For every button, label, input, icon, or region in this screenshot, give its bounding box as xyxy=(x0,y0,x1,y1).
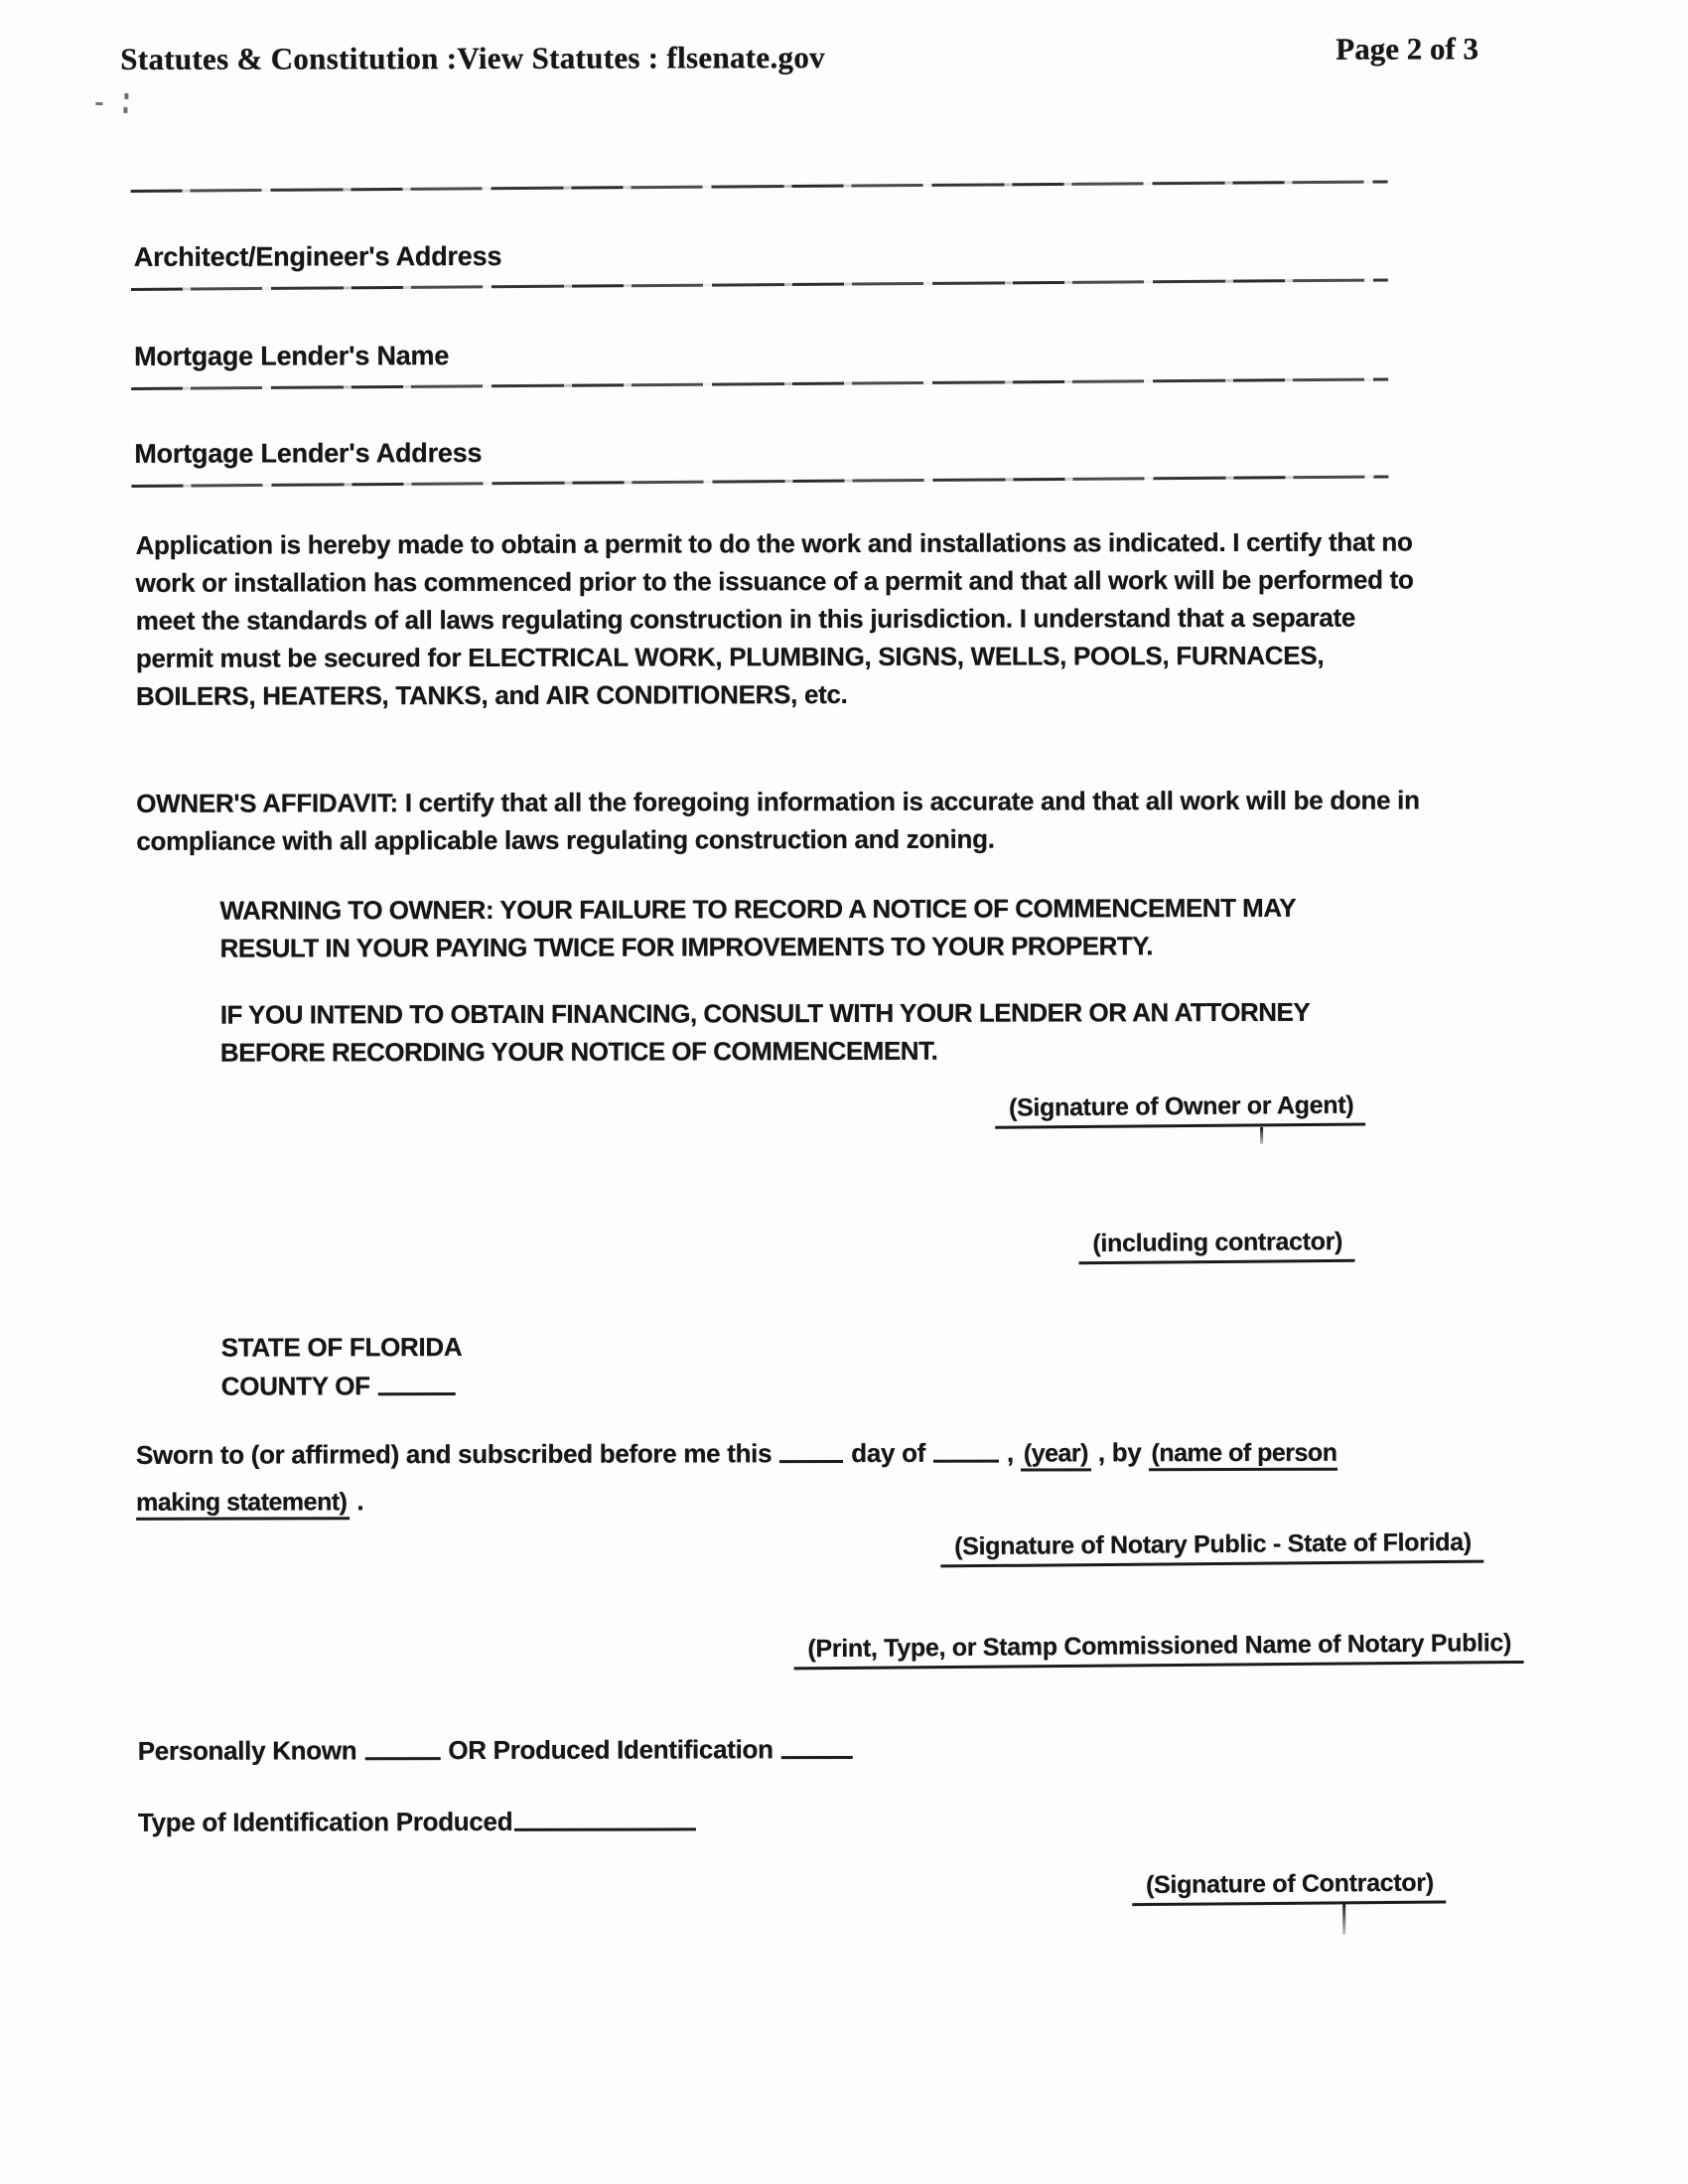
sworn-month-blank xyxy=(933,1438,999,1463)
sworn-period: . xyxy=(356,1486,364,1517)
sworn-comma: , xyxy=(1006,1437,1014,1468)
field-line-mortgage-lender-address xyxy=(131,475,1388,488)
produced-identification-blank xyxy=(781,1734,853,1759)
sworn-comma2: , xyxy=(1097,1437,1105,1468)
signature-caption-notary-public: (Signature of Notary Public - State of Florida) xyxy=(940,1529,1483,1568)
field-label-architect-engineer-address: Architect/Engineer's Address xyxy=(133,240,502,272)
scan-artifact xyxy=(123,107,127,113)
name-of-person-label: (name of person making statement) xyxy=(136,1439,1336,1521)
financing-notice-paragraph: IF YOU INTEND TO OBTAIN FINANCING, CONSULT WITH YOUR LENDER OR AN ATTORNEY BEFORE RECORDING YOUR NOTICE OF COMMENCEMENT. xyxy=(219,996,1310,1068)
type-of-identification-blank xyxy=(514,1806,696,1830)
sworn-statement xyxy=(136,1428,1427,1525)
sworn-day-blank xyxy=(779,1438,843,1463)
personally-known-label: Personally Known xyxy=(137,1735,357,1766)
county-blank xyxy=(378,1371,456,1395)
personally-known-line xyxy=(138,1729,1131,1770)
signature-caption-including-contractor: (including contractor) xyxy=(1078,1228,1354,1264)
scan-artifact xyxy=(124,93,128,99)
personally-known-blank xyxy=(364,1735,440,1760)
field-label-mortgage-lender-address: Mortgage Lender's Address xyxy=(134,437,483,469)
field-line-mortgage-lender-name xyxy=(131,377,1388,390)
sworn-day-of-text: day of xyxy=(851,1437,926,1468)
field-line-architect-engineer-address xyxy=(131,278,1388,291)
sworn-by-text: by xyxy=(1111,1437,1142,1468)
signature-caption-contractor: (Signature of Contractor) xyxy=(1132,1868,1446,1906)
header-title: Statutes & Constitution :View Statutes : flsenate.gov xyxy=(120,40,825,76)
signature-caption-owner-or-agent: (Signature of Owner or Agent) xyxy=(995,1091,1366,1128)
year-label: (year) xyxy=(1021,1439,1091,1471)
field-label-mortgage-lender-name: Mortgage Lender's Name xyxy=(134,341,450,371)
separator-line xyxy=(131,180,1388,193)
county-of-label: COUNTY OF xyxy=(220,1371,370,1401)
owners-affidavit-paragraph: OWNER'S AFFIDAVIT: I certify that all the foregoing information is accurate and that all work will be done in compliance with all applicable laws regulating construction and zoning. xyxy=(136,785,1420,856)
warning-to-owner-paragraph: WARNING TO OWNER: YOUR FAILURE TO RECORD A NOTICE OF COMMENCEMENT MAY RESULT IN YOUR PAYING TWICE FOR IMPROVEMENTS TO YOUR PROPERTY. xyxy=(219,892,1296,963)
type-of-identification-line xyxy=(138,1801,1131,1841)
notary-printed-name-caption: (Print, Type, or Stamp Commissioned Name of Notary Public) xyxy=(793,1629,1523,1670)
state-of-florida-line: STATE OF FLORIDA xyxy=(220,1332,463,1363)
scan-artifact-tick xyxy=(1260,1127,1263,1144)
sworn-intro-text: Sworn to (or affirmed) and subscribed before me this xyxy=(135,1438,773,1470)
type-of-identification-label: Type of Identification Produced xyxy=(137,1806,513,1837)
page-indicator: Page 2 of 3 xyxy=(1336,31,1479,67)
application-paragraph: Application is hereby made to obtain a permit to do the work and installations as indicated. I certify that no work or installation has commenced prior to the issuance of a permit and that all work will be performed to meet the standards of all laws regulating construction in this jurisdiction. I understand that a separate permit must be secured for ELECTRICAL WORK, PLUMBING, SIGNS, WELLS, POOLS, FURNACES, BOILERS, HEATERS, TANKS, and AIR CONDITIONERS, etc. xyxy=(135,526,1414,711)
or-produced-identification-label: OR Produced Identification xyxy=(448,1734,774,1766)
scan-artifact-tick xyxy=(1342,1903,1345,1935)
scan-artifact xyxy=(95,102,102,105)
